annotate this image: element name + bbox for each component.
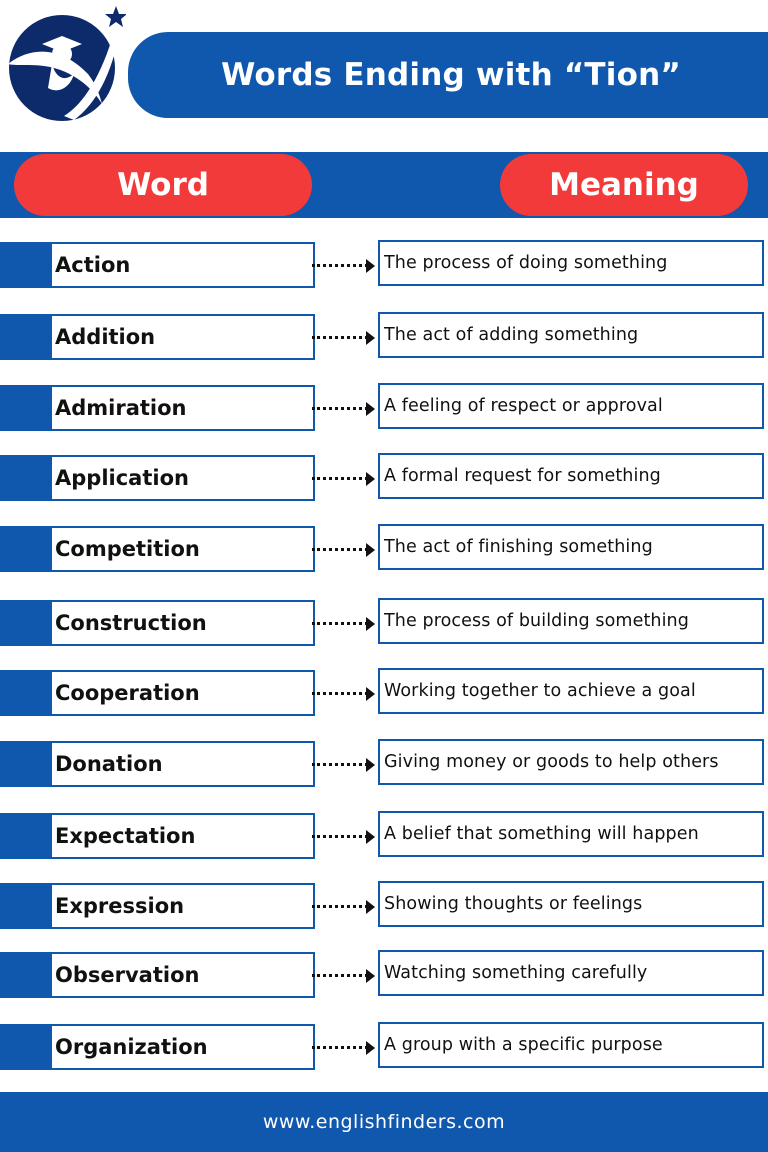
dotted-connector	[312, 1046, 368, 1049]
meaning-cell	[378, 668, 764, 714]
meaning-cell	[378, 739, 764, 785]
word-cell	[50, 883, 315, 929]
meaning-column-header: Meaning	[500, 154, 748, 216]
meaning-cell	[378, 312, 764, 358]
word-text: Application	[55, 466, 189, 490]
word-text: Competition	[55, 537, 200, 561]
row-accent	[0, 600, 52, 646]
meaning-text: The process of building something	[384, 611, 689, 631]
word-text: Construction	[55, 611, 207, 635]
meaning-text: A feeling of respect or approval	[384, 396, 663, 416]
arrow-right-icon	[366, 331, 375, 345]
row-accent	[0, 242, 52, 288]
word-text: Observation	[55, 963, 200, 987]
meaning-text: Giving money or goods to help others	[384, 752, 719, 772]
dotted-connector	[312, 264, 368, 267]
arrow-right-icon	[366, 687, 375, 701]
row-accent	[0, 385, 52, 431]
row-accent	[0, 455, 52, 501]
meaning-cell	[378, 453, 764, 499]
meaning-cell	[378, 881, 764, 927]
word-text: Donation	[55, 752, 163, 776]
word-cell	[50, 813, 315, 859]
word-cell	[50, 526, 315, 572]
arrow-right-icon	[366, 617, 375, 631]
word-cell	[50, 952, 315, 998]
word-cell	[50, 242, 315, 288]
word-text: Expectation	[55, 824, 196, 848]
title-banner	[128, 32, 768, 118]
word-text: Admiration	[55, 396, 187, 420]
dotted-connector	[312, 477, 368, 480]
dotted-connector	[312, 692, 368, 695]
word-column-header: Word	[14, 154, 312, 216]
table-row	[0, 950, 768, 1000]
meaning-cell	[378, 240, 764, 286]
footer-url[interactable]: www.englishfinders.com	[262, 1111, 506, 1133]
meaning-text: A formal request for something	[384, 466, 661, 486]
meaning-cell	[378, 950, 764, 996]
dotted-connector	[312, 835, 368, 838]
word-cell	[50, 385, 315, 431]
row-accent	[0, 314, 52, 360]
dotted-connector	[312, 974, 368, 977]
row-accent	[0, 1024, 52, 1070]
row-accent	[0, 526, 52, 572]
graduate-logo-icon	[4, 4, 126, 124]
dotted-connector	[312, 407, 368, 410]
table-row	[0, 739, 768, 789]
arrow-right-icon	[366, 1041, 375, 1055]
row-accent	[0, 883, 52, 929]
arrow-right-icon	[366, 543, 375, 557]
arrow-right-icon	[366, 259, 375, 273]
row-accent	[0, 670, 52, 716]
dotted-connector	[312, 336, 368, 339]
meaning-text: A belief that something will happen	[384, 824, 699, 844]
word-text: Organization	[55, 1035, 208, 1059]
dotted-connector	[312, 905, 368, 908]
word-text: Action	[55, 253, 131, 277]
meaning-text: The act of adding something	[384, 325, 639, 345]
meaning-cell	[378, 383, 764, 429]
arrow-right-icon	[366, 402, 375, 416]
page-title: Words Ending with “Tion”	[221, 57, 681, 93]
word-cell	[50, 741, 315, 787]
meaning-text: The act of finishing something	[384, 537, 653, 557]
word-cell	[50, 1024, 315, 1070]
word-cell	[50, 600, 315, 646]
table-row	[0, 312, 768, 362]
arrow-right-icon	[366, 900, 375, 914]
dotted-connector	[312, 548, 368, 551]
arrow-right-icon	[366, 969, 375, 983]
table-row	[0, 811, 768, 861]
site-logo	[4, 4, 126, 124]
row-accent	[0, 952, 52, 998]
word-text: Addition	[55, 325, 156, 349]
arrow-right-icon	[366, 830, 375, 844]
word-cell	[50, 314, 315, 360]
arrow-right-icon	[366, 472, 375, 486]
footer-bar	[0, 1092, 768, 1152]
row-accent	[0, 741, 52, 787]
row-accent	[0, 813, 52, 859]
word-text: Expression	[55, 894, 185, 918]
table-row	[0, 524, 768, 574]
word-cell	[50, 455, 315, 501]
dotted-connector	[312, 763, 368, 766]
word-cell	[50, 670, 315, 716]
meaning-cell	[378, 598, 764, 644]
meaning-text: Watching something carefully	[384, 963, 648, 983]
meaning-text: The process of doing something	[384, 253, 668, 273]
meaning-text: A group with a specific purpose	[384, 1035, 663, 1055]
word-text: Cooperation	[55, 681, 200, 705]
table-row	[0, 453, 768, 503]
table-row	[0, 383, 768, 433]
table-row	[0, 668, 768, 718]
table-row	[0, 1022, 768, 1072]
meaning-cell	[378, 811, 764, 857]
meaning-text: Showing thoughts or feelings	[384, 894, 643, 914]
arrow-right-icon	[366, 758, 375, 772]
table-row	[0, 240, 768, 290]
dotted-connector	[312, 622, 368, 625]
meaning-text: Working together to achieve a goal	[384, 681, 696, 701]
meaning-cell	[378, 1022, 764, 1068]
table-row	[0, 881, 768, 931]
meaning-cell	[378, 524, 764, 570]
table-row	[0, 598, 768, 648]
